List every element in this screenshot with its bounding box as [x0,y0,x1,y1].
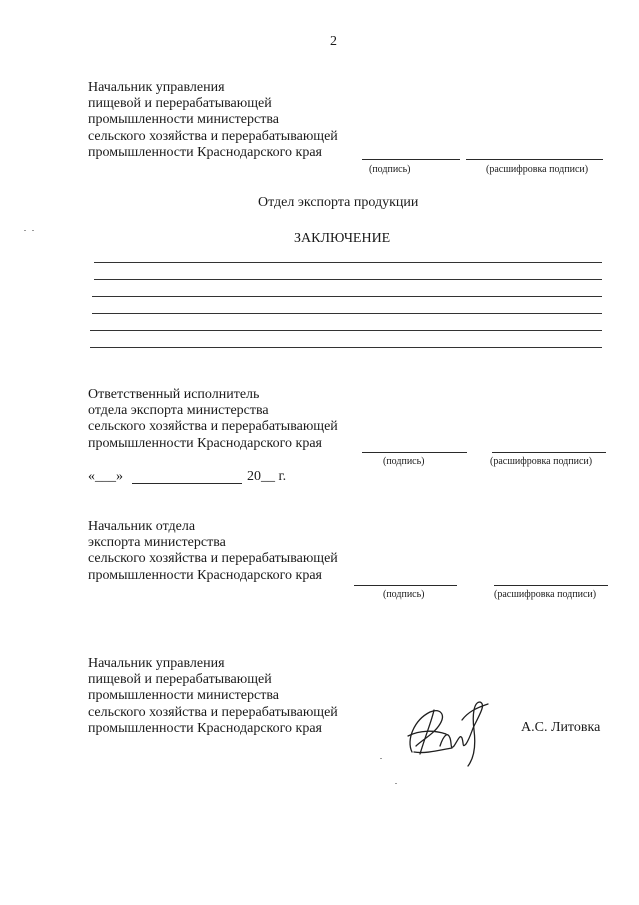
scan-speck [395,783,397,784]
title-line: промышленности Краснодарского края [88,567,322,583]
department-heading: Отдел экспорта продукции [258,195,419,210]
conclusion-line [92,313,602,314]
title-line: промышленности министерства [88,688,279,704]
decode-caption-3: (расшифровка подписи) [494,589,597,600]
date-day-blank: ___ [95,469,116,484]
date-year-prefix: 20__ [247,469,275,484]
title-line: пищевой и перерабатывающей [88,672,272,688]
title-line: промышленности Краснодарского края [88,435,322,451]
conclusion-heading: ЗАКЛЮЧЕНИЕ [294,231,391,246]
title-line: сельского хозяйства и перерабатывающей [88,704,338,720]
decode-line-3 [494,585,608,586]
signatory-title-2 [88,387,338,452]
signatory-name: А.С. Литовка [521,720,601,735]
conclusion-line [92,296,602,297]
signature-caption-1: (подпись) [369,164,411,175]
signature-line-2 [362,452,467,453]
handwritten-signature [400,690,500,775]
title-line: экспорта министерства [88,535,226,551]
title-line: сельского хозяйства и перерабатывающей [88,551,338,567]
title-line: Начальник управления [88,656,225,671]
signature-stroke [440,726,474,747]
signature-line-3 [354,585,457,586]
decode-line-2 [492,452,606,453]
conclusion-line [90,330,602,331]
date-close-quote: » [116,469,123,484]
signatory-title-4 [88,656,338,737]
decode-caption-2: (расшифровка подписи) [490,456,593,467]
signature-caption-2: (подпись) [383,456,425,467]
title-line: отдела экспорта министерства [88,403,269,419]
title-line: Начальник управления [88,80,225,95]
scan-speck [380,758,382,759]
decode-caption-1: (расшифровка подписи) [486,164,589,175]
title-line: сельского хозяйства и перерабатывающей [88,128,338,144]
title-line: сельского хозяйства и перерабатывающей [88,419,338,435]
decode-line-1 [466,159,603,160]
date-open-quote: « [88,469,95,484]
signatory-title-3 [88,519,338,584]
date-month-line [132,483,242,484]
title-line: промышленности Краснодарского края [88,720,322,736]
scan-speck [32,230,34,231]
conclusion-line [94,262,602,263]
signature-caption-3: (подпись) [383,589,425,600]
title-line: пищевой и перерабатывающей [88,96,272,112]
title-line: промышленности министерства [88,112,279,128]
signature-stroke [414,748,452,753]
conclusion-line [94,279,602,280]
date-year [247,469,286,485]
date-field [88,469,123,485]
title-line: промышленности Краснодарского края [88,144,322,160]
title-line: Ответственный исполнитель [88,387,260,402]
conclusion-line [90,347,602,348]
title-line: Начальник отдела [88,519,196,534]
signatory-title-1 [88,80,338,161]
signature-line-1 [362,159,460,160]
date-year-suffix: г. [278,469,287,484]
scan-speck [24,230,26,231]
page-number: 2 [330,34,337,49]
